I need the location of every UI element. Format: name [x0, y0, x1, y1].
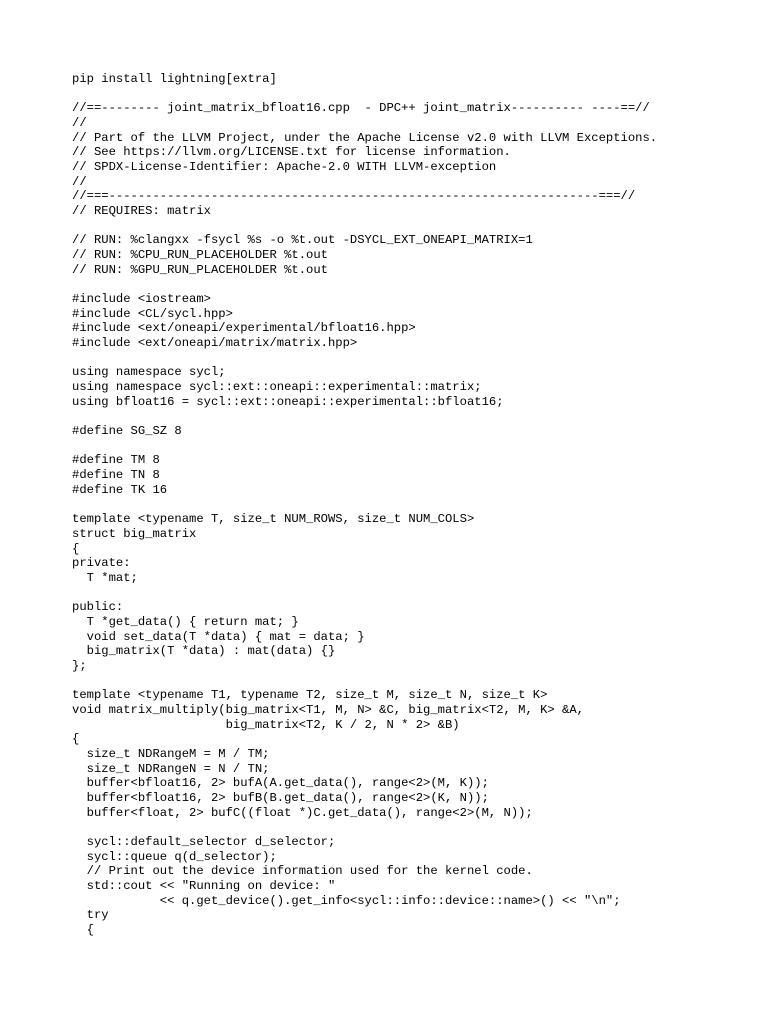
code-line: buffer<float, 2> bufC((float *)C.get_data(), range<2>(M, N));	[72, 805, 533, 820]
code-line	[72, 87, 752, 102]
code-line: struct big_matrix	[72, 526, 197, 541]
code-line	[72, 277, 752, 292]
code-line: sycl::default_selector d_selector;	[72, 834, 336, 849]
code-line: #define SG_SZ 8	[72, 424, 182, 439]
code-line: //	[72, 174, 87, 189]
code-line	[72, 351, 752, 366]
code-line	[72, 674, 752, 689]
code-line	[72, 219, 752, 234]
code-line: #define TM 8	[72, 453, 160, 468]
code-line: };	[72, 658, 87, 673]
code-line: void set_data(T *data) { mat = data; }	[72, 629, 365, 644]
code-line: //	[72, 116, 87, 131]
code-line	[72, 409, 752, 424]
code-line: #include <ext/oneapi/experimental/bfloat16.hpp>	[72, 321, 416, 336]
code-line: template <typename T, size_t NUM_ROWS, size_t NUM_COLS>	[72, 512, 475, 527]
code-line: public:	[72, 600, 124, 615]
code-line: T *mat;	[72, 570, 138, 585]
code-line	[72, 586, 752, 601]
code-line: buffer<bfloat16, 2> bufB(B.get_data(), range<2>(K, N));	[72, 790, 489, 805]
code-line: // RUN: %clangxx -fsycl %s -o %t.out -DSYCL_EXT_ONEAPI_MATRIX=1	[72, 233, 533, 248]
code-line: // Part of the LLVM Project, under the Apache License v2.0 with LLVM Exceptions.	[72, 130, 658, 145]
code-line: using namespace sycl;	[72, 365, 226, 380]
code-line	[72, 497, 752, 512]
code-line: template <typename T1, typename T2, size_t M, size_t N, size_t K>	[72, 688, 548, 703]
code-line: //==-------- joint_matrix_bfloat16.cpp - DPC++ joint_matrix---------- ----==//	[72, 101, 650, 116]
code-line: private:	[72, 556, 131, 571]
code-document	[72, 72, 752, 938]
code-line: // RUN: %CPU_RUN_PLACEHOLDER %t.out	[72, 248, 328, 263]
code-line: #define TN 8	[72, 468, 160, 483]
code-line: {	[72, 922, 94, 937]
code-line: #include <ext/oneapi/matrix/matrix.hpp>	[72, 336, 358, 351]
code-line: {	[72, 541, 80, 556]
code-line: T *get_data() { return mat; }	[72, 614, 299, 629]
code-line: // Print out the device information used for the kernel code.	[72, 864, 533, 879]
code-line: #include <CL/sycl.hpp>	[72, 306, 233, 321]
code-line: // SPDX-License-Identifier: Apache-2.0 WITH LLVM-exception	[72, 160, 497, 175]
code-line: sycl::queue q(d_selector);	[72, 849, 277, 864]
code-line: size_t NDRangeM = M / TM;	[72, 746, 270, 761]
code-line: #include <iostream>	[72, 292, 211, 307]
code-line: // See https://llvm.org/LICENSE.txt for license information.	[72, 145, 511, 160]
code-line	[72, 820, 752, 835]
code-line: {	[72, 732, 80, 747]
code-line: using bfloat16 = sycl::ext::oneapi::experimental::bfloat16;	[72, 394, 504, 409]
code-line: //===-------------------------------------------------------------------===//	[72, 189, 636, 204]
code-line: buffer<bfloat16, 2> bufA(A.get_data(), range<2>(M, K));	[72, 776, 489, 791]
code-line: using namespace sycl::ext::oneapi::experimental::matrix;	[72, 380, 482, 395]
code-line: try	[72, 908, 109, 923]
code-line: #define TK 16	[72, 482, 168, 497]
code-line: << q.get_device().get_info<sycl::info::device::name>() << "\n";	[72, 893, 621, 908]
code-line: // REQUIRES: matrix	[72, 204, 211, 219]
code-line: big_matrix(T *data) : mat(data) {}	[72, 644, 336, 659]
code-line: size_t NDRangeN = N / TN;	[72, 761, 270, 776]
code-line: void matrix_multiply(big_matrix<T1, M, N> &C, big_matrix<T2, M, K> &A,	[72, 702, 584, 717]
code-line: std::cout << "Running on device: "	[72, 878, 336, 893]
code-line: // RUN: %GPU_RUN_PLACEHOLDER %t.out	[72, 262, 328, 277]
code-line: pip install lightning[extra]	[72, 72, 277, 86]
code-line: big_matrix<T2, K / 2, N * 2> &B)	[72, 717, 460, 732]
code-line	[72, 439, 752, 454]
